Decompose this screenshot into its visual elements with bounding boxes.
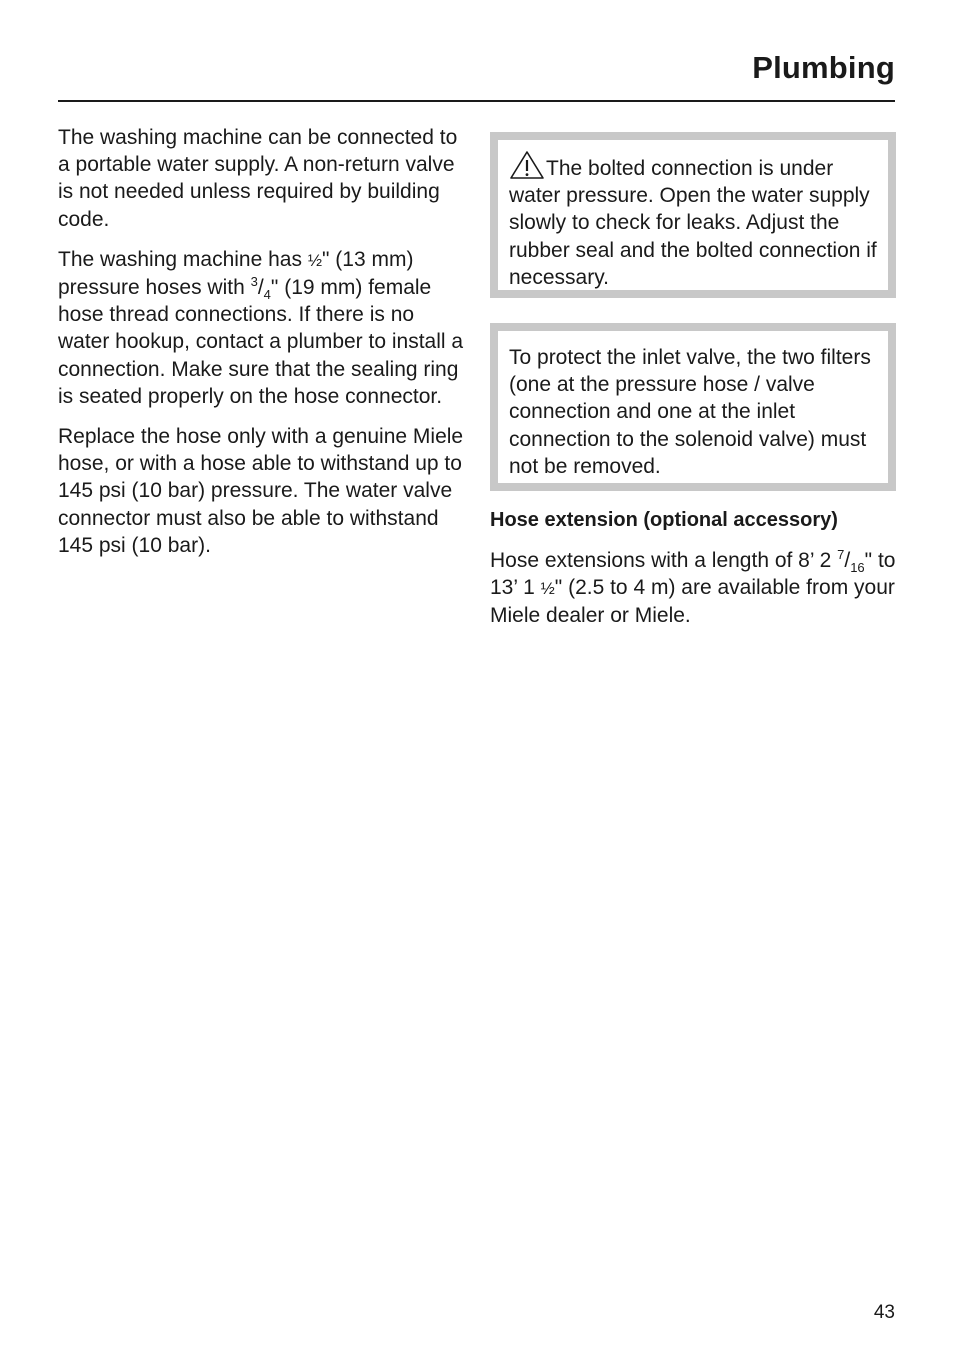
right-column [490,132,896,630]
extension-text-c: " (2.5 to 4 m) are available from your Miele dealer or Miele. [490,576,895,628]
hose-size-paragraph [58,246,470,410]
info-note [490,323,896,491]
warning-text [509,150,878,291]
page-number: 43 [873,1302,895,1323]
warning-note [490,132,896,298]
extension-text-a: Hose extensions with a length of 8’ 2 [490,549,838,572]
extension-fraction-numerator: 7 [837,547,845,562]
fraction-numerator: 3 [250,274,258,290]
extension-fraction-slash: / [844,549,851,572]
extension-text-b: " to 13’ 1 [490,549,896,600]
hose-size-text-b: " (13 mm) pressure hoses with [58,247,414,300]
intro-paragraph: The washing machine can be connected to a portable water supply. A non-return valve is not needed unless required by building code. [58,126,458,231]
hose-replacement-paragraph: Replace the hose only with a genuine Miele hose, or with a hose able to withstand up to 145 psi (10 bar) pressure. The water valve connector must also be able to withstand 145 psi (10 bar). [58,425,464,557]
extension-fraction-denominator: 16 [850,560,865,575]
hose-extension-heading: Hose extension (optional accessory) [490,509,838,531]
info-text: To protect the inlet valve, the two filters (one at the pressure hose / valve connection and one at the inlet connection to the solenoid valve) must not be removed. [509,346,871,478]
hose-size-text-a: The washing machine has [58,247,308,271]
extension-half-fraction: ½ [540,579,555,599]
warning-triangle-icon [509,150,545,180]
fraction-denominator: 4 [263,287,271,303]
half-fraction: ½ [307,250,322,270]
title-rule [58,100,895,102]
page-title: Plumbing [752,50,895,85]
hose-size-text-c: " (19 mm) female hose thread connections. If there is no water hookup, contact a plumber to install a connection. Make sure that the sealing ring is seated properly on the hose connector. [58,276,464,408]
left-column [58,124,470,559]
hose-extension-paragraph [490,547,896,630]
warning-body: The bolted connection is under water pressure. Open the water supply slowly to check for leaks. Adjust the rubber seal and the bolted connection if necessary. [509,157,877,289]
fraction-slash: / [257,276,264,300]
